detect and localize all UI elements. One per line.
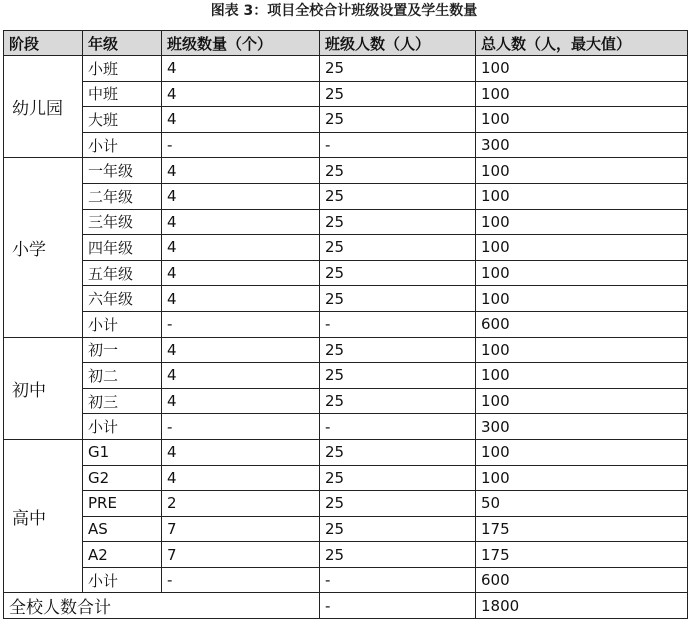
total-students-cell: 300 (476, 414, 688, 440)
class-count-cell: 4 (162, 209, 320, 235)
grade-cell: G1 (83, 439, 162, 465)
table-row (4, 235, 688, 261)
total-students-cell: 50 (476, 491, 688, 517)
total-students-cell: 600 (476, 311, 688, 337)
total-students-cell: 100 (476, 158, 688, 184)
header-class-count: 班级数量（个） (162, 31, 320, 56)
total-students-cell: 100 (476, 183, 688, 209)
table-row (4, 414, 688, 440)
stage-cell: 初中 (4, 337, 83, 439)
total-students-cell: 175 (476, 516, 688, 542)
table-row (4, 132, 688, 158)
class-count-cell: - (162, 567, 320, 593)
class-size-cell: 25 (320, 286, 476, 312)
grade-cell: 六年级 (83, 286, 162, 312)
grade-cell: 小计 (83, 414, 162, 440)
table-row (4, 311, 688, 337)
table-row (4, 491, 688, 517)
class-size-cell: 25 (320, 81, 476, 107)
table-row (4, 567, 688, 593)
grade-cell: 小计 (83, 311, 162, 337)
grade-cell: 小班 (83, 56, 162, 82)
total-students-cell: 100 (476, 388, 688, 414)
class-size-cell: 25 (320, 337, 476, 363)
table-row (4, 183, 688, 209)
table-row (4, 107, 688, 133)
total-students-cell: 100 (476, 209, 688, 235)
grade-cell: 二年级 (83, 183, 162, 209)
class-count-cell: 4 (162, 337, 320, 363)
grade-cell: 初二 (83, 363, 162, 389)
header-class-size: 班级人数（人） (320, 31, 476, 56)
total-students-cell: 175 (476, 542, 688, 568)
class-count-cell: 4 (162, 363, 320, 389)
class-size-cell: - (320, 311, 476, 337)
class-count-cell: 4 (162, 56, 320, 82)
class-count-cell: 4 (162, 158, 320, 184)
class-size-cell: - (320, 132, 476, 158)
total-students-cell: 100 (476, 235, 688, 261)
stage-cell: 小学 (4, 158, 83, 337)
total-students-cell: 100 (476, 81, 688, 107)
header-grade: 年级 (83, 31, 162, 56)
class-size-cell: - (320, 414, 476, 440)
class-size-cell: 25 (320, 183, 476, 209)
header-total-students: 总人数（人，最大值） (476, 31, 688, 56)
grade-cell: 中班 (83, 81, 162, 107)
class-size-cell: 25 (320, 107, 476, 133)
total-students-cell: 100 (476, 363, 688, 389)
class-count-cell: - (162, 414, 320, 440)
class-size-cell: 25 (320, 363, 476, 389)
table-row (4, 56, 688, 82)
class-size-cell: - (320, 567, 476, 593)
class-count-cell: 4 (162, 107, 320, 133)
stage-cell: 高中 (4, 439, 83, 593)
class-size-cell: 25 (320, 260, 476, 286)
class-size-cell: 25 (320, 235, 476, 261)
header-row (4, 31, 688, 56)
grade-cell: 五年级 (83, 260, 162, 286)
total-students-cell: 100 (476, 337, 688, 363)
table-row (4, 209, 688, 235)
class-count-cell: 4 (162, 235, 320, 261)
class-size-cell: 25 (320, 491, 476, 517)
class-count-cell: 4 (162, 260, 320, 286)
grade-cell: PRE (83, 491, 162, 517)
grade-cell: 大班 (83, 107, 162, 133)
grade-cell: G2 (83, 465, 162, 491)
table-row (4, 388, 688, 414)
class-count-cell: 7 (162, 516, 320, 542)
class-count-cell: - (162, 311, 320, 337)
grand-total-label: 全校人数合计 (4, 593, 320, 619)
table-row (4, 337, 688, 363)
table-row (4, 81, 688, 107)
class-size-cell: 25 (320, 56, 476, 82)
grade-cell: 初三 (83, 388, 162, 414)
table-row (4, 286, 688, 312)
class-count-cell: 4 (162, 81, 320, 107)
class-count-cell: 2 (162, 491, 320, 517)
total-students-cell: 100 (476, 107, 688, 133)
grade-cell: AS (83, 516, 162, 542)
class-size-cell: 25 (320, 542, 476, 568)
class-count-cell: - (162, 132, 320, 158)
class-size-cell: 25 (320, 465, 476, 491)
class-count-cell: 4 (162, 439, 320, 465)
grade-cell: 初一 (83, 337, 162, 363)
table-row (4, 542, 688, 568)
class-size-cell: 25 (320, 388, 476, 414)
class-size-cell: 25 (320, 158, 476, 184)
grade-cell: 小计 (83, 132, 162, 158)
total-students-cell: 100 (476, 439, 688, 465)
total-students-cell: 300 (476, 132, 688, 158)
table-row (4, 158, 688, 184)
grand-total-students: 1800 (476, 593, 688, 619)
grade-cell: 三年级 (83, 209, 162, 235)
table-row (4, 439, 688, 465)
class-size-cell: 25 (320, 516, 476, 542)
table-row (4, 260, 688, 286)
class-count-cell: 4 (162, 388, 320, 414)
class-count-cell: 7 (162, 542, 320, 568)
class-size-cell: 25 (320, 439, 476, 465)
total-students-cell: 100 (476, 260, 688, 286)
class-count-cell: 4 (162, 286, 320, 312)
total-students-cell: 100 (476, 56, 688, 82)
table-caption: 图表 3：项目全校合计班级设置及学生数量 (210, 3, 478, 19)
header-stage: 阶段 (4, 31, 83, 56)
grand-total-class-size: - (320, 593, 476, 619)
grade-cell: A2 (83, 542, 162, 568)
grade-cell: 一年级 (83, 158, 162, 184)
grade-cell: 小计 (83, 567, 162, 593)
total-students-cell: 600 (476, 567, 688, 593)
class-size-cell: 25 (320, 209, 476, 235)
grand-total-row (4, 593, 688, 619)
class-count-cell: 4 (162, 465, 320, 491)
total-students-cell: 100 (476, 465, 688, 491)
stage-cell: 幼儿园 (4, 56, 83, 158)
table-row (4, 516, 688, 542)
total-students-cell: 100 (476, 286, 688, 312)
class-count-cell: 4 (162, 183, 320, 209)
table-row (4, 363, 688, 389)
grade-cell: 四年级 (83, 235, 162, 261)
class-setup-table (3, 30, 688, 619)
table-row (4, 465, 688, 491)
